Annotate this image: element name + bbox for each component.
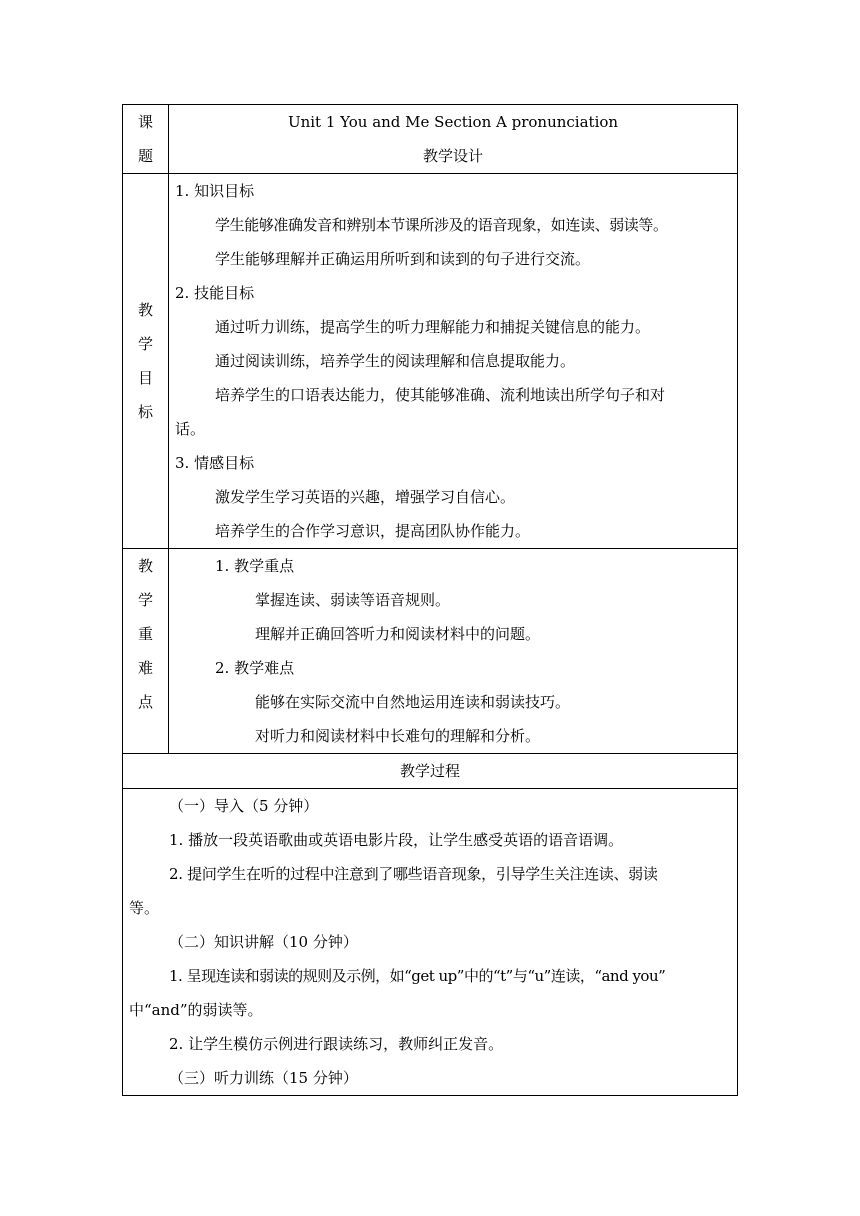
key-points-label-char: 重: [137, 625, 153, 643]
difficulty-heading: 2. 教学难点: [215, 659, 295, 677]
process-section-heading: （一）导入（5 分钟）: [169, 797, 319, 815]
process-heading-row: [123, 754, 738, 789]
process-cell: [123, 789, 738, 1096]
title-row: [123, 105, 738, 174]
objectives-row: [123, 174, 738, 549]
objectives-label-char: 标: [137, 403, 153, 421]
difficulty-item: 对听力和阅读材料中长难句的理解和分析。: [255, 727, 541, 745]
key-points-label-char: 教: [137, 557, 153, 575]
focus-item: 理解并正确回答听力和阅读材料中的问题。: [255, 625, 541, 643]
process-item: 2. 提问学生在听的过程中注意到了哪些语音现象，引导学生关注连读、弱读: [169, 865, 658, 883]
process-item-continued: 中“and”的弱读等。: [129, 1001, 263, 1019]
process-heading: 教学过程: [123, 754, 738, 789]
skill-item-continued: 话。: [175, 420, 206, 438]
title-label-cell: [123, 105, 169, 174]
focus-heading: 1. 教学重点: [215, 557, 295, 575]
knowledge-item: 学生能够理解并正确运用所听到和读到的句子进行交流。: [215, 250, 591, 268]
title-cell: [169, 105, 738, 174]
process-row: [123, 789, 738, 1096]
process-section-heading: （二）知识讲解（10 分钟）: [169, 933, 358, 951]
lesson-title: Unit 1 You and Me Section A pronunciation: [287, 113, 619, 131]
skill-item: 通过阅读训练，培养学生的阅读理解和信息提取能力。: [215, 352, 576, 370]
key-points-label-char: 学: [137, 591, 153, 609]
skill-item: 培养学生的口语表达能力，使其能够准确、流利地读出所学句子和对: [215, 386, 666, 404]
title-label-char: 课: [137, 113, 153, 131]
skill-heading: 2. 技能目标: [175, 284, 255, 302]
objectives-label-char: 教: [137, 301, 153, 319]
key-points-cell: [169, 549, 738, 754]
process-item: 1. 播放一段英语歌曲或英语电影片段，让学生感受英语的语音语调。: [169, 831, 624, 849]
knowledge-heading: 1. 知识目标: [175, 182, 255, 200]
process-item: 2. 让学生模仿示例进行跟读练习，教师纠正发音。: [169, 1035, 504, 1053]
process-item-continued: 等。: [129, 899, 160, 917]
key-points-label-cell: [123, 549, 169, 754]
skill-item: 通过听力训练，提高学生的听力理解能力和捕捉关键信息的能力。: [215, 318, 651, 336]
title-label-char: 题: [137, 147, 153, 165]
emotion-heading: 3. 情感目标: [175, 454, 255, 472]
lesson-plan-table: [122, 104, 738, 1096]
objectives-cell: [169, 174, 738, 549]
objectives-label-char: 目: [137, 369, 153, 387]
key-points-label-char: 点: [137, 693, 153, 711]
lesson-subtitle: 教学设计: [422, 147, 483, 165]
key-points-label-char: 难: [137, 659, 153, 677]
focus-item: 掌握连读、弱读等语音规则。: [255, 591, 451, 609]
objectives-label-char: 学: [137, 335, 153, 353]
emotion-item: 培养学生的合作学习意识，提高团队协作能力。: [215, 522, 531, 540]
difficulty-item: 能够在实际交流中自然地运用连读和弱读技巧。: [255, 693, 571, 711]
emotion-item: 激发学生学习英语的兴趣，增强学习自信心。: [215, 488, 516, 506]
process-item: 1. 呈现连读和弱读的规则及示例，如“get up”中的“t”与“u”连读，“and you”: [169, 967, 666, 985]
objectives-label-cell: [123, 174, 169, 549]
knowledge-item: 学生能够准确发音和辨别本节课所涉及的语音现象，如连读、弱读等。: [215, 216, 668, 234]
key-points-row: [123, 549, 738, 754]
process-section-heading: （三）听力训练（15 分钟）: [169, 1069, 358, 1087]
